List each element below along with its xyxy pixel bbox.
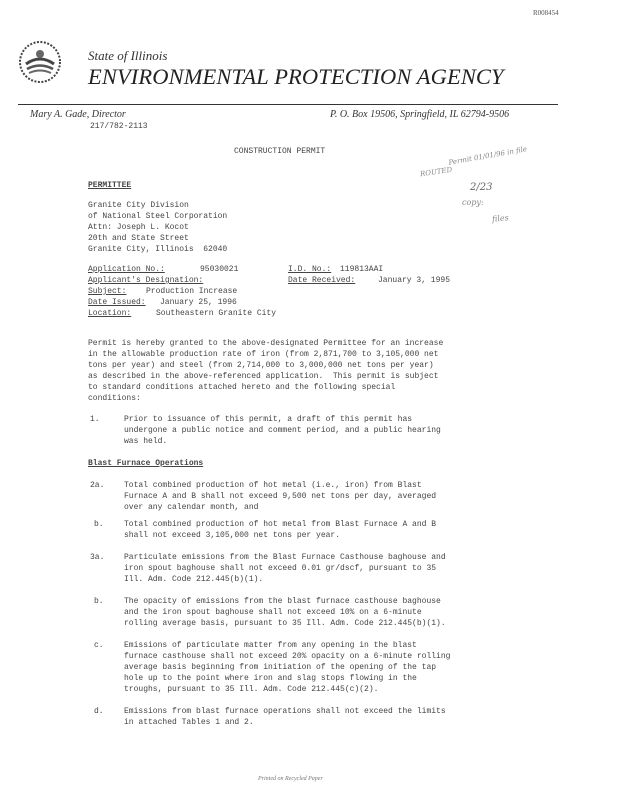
handwritten-note-3: 2/23 (470, 182, 493, 193)
id-no-label: I.D. No.: (288, 265, 332, 274)
permittee-line: Granite City, Illinois 62040 (88, 245, 228, 254)
condition-line: average basis beginning from initiation of the opening of the tap (124, 663, 437, 672)
permittee-line: 20th and State Street (88, 234, 189, 243)
condition-line: troughs, pursuant to 35 Ill. Adm. Code 212.445(c)(2). (124, 685, 379, 694)
intro-paragraph (88, 338, 443, 404)
condition-line: in attached Tables 1 and 2. (124, 718, 254, 727)
condition-line: Total combined production of hot metal (i.e., iron) from Blast (124, 481, 422, 490)
document-id: R008454 (533, 9, 559, 17)
section-heading: Blast Furnace Operations (88, 459, 204, 468)
application-no: 95030021 (200, 265, 239, 274)
condition-line: was held. (124, 437, 168, 446)
director-name: Mary A. Gade, Director (30, 109, 126, 120)
illinois-seal-logo (18, 40, 62, 84)
condition-1-text (124, 414, 441, 447)
permittee-label: PERMITTEE (88, 181, 132, 190)
date-issued-label: Date Issued: (88, 298, 146, 307)
intro-line: in the allowable production rate of iron (from 2,871,700 to 3,105,000 net (88, 350, 439, 359)
condition-line: hole up to the point where iron and slag stops flowing in the (124, 674, 417, 683)
state-of-illinois: State of Illinois (88, 48, 168, 63)
date-issued: January 25, 1996 (160, 298, 237, 307)
condition-line: Total combined production of hot metal from Blast Furnace A and B (124, 520, 437, 529)
condition-number: b. (94, 520, 104, 529)
condition-number: c. (94, 641, 104, 650)
condition-line: shall not exceed 3,105,000 net tons per year. (124, 531, 341, 540)
agency-address: P. O. Box 19506, Springfield, IL 62794-9506 (330, 109, 510, 120)
agency-name: ENVIRONMENTAL PROTECTION AGENCY (88, 64, 504, 89)
permittee-address (88, 200, 227, 255)
condition-line: Ill. Adm. Code 212.445(b)(1). (124, 575, 264, 584)
condition-line: Prior to issuance of this permit, a draft of this permit has (124, 415, 413, 424)
condition-text (124, 706, 446, 728)
applicant-designation-label: Applicant's Designation: (88, 276, 204, 285)
subject: Production Increase (146, 287, 238, 296)
condition-text (124, 480, 436, 513)
condition-text (124, 596, 446, 629)
condition-line: Furnace A and B shall not exceed 9,500 net tons per day, averaged (124, 492, 437, 501)
permittee-line: Attn: Joseph L. Kocot (88, 223, 189, 232)
permit-fields (88, 264, 568, 324)
condition-line: Emissions from blast furnace operations shall not exceed the limits (124, 707, 446, 716)
intro-line: to standard conditions attached hereto and the following special (88, 383, 396, 392)
handwritten-note-5: files (491, 213, 510, 224)
date-received-label: Date Received: (288, 276, 356, 285)
permittee-line: Granite City Division (88, 201, 189, 210)
id-no: 119813AAI (340, 265, 384, 274)
handwritten-note-4: copy: (462, 198, 484, 207)
condition-number: d. (94, 707, 104, 716)
intro-line: tons per year) and steel (from 2,714,000 to 3,000,000 net tons per year) (88, 361, 434, 370)
permittee-line: of National Steel Corporation (88, 212, 228, 221)
footer-recycled: Printed on Recycled Paper (258, 776, 323, 782)
intro-line: conditions: (88, 394, 141, 403)
condition-number: 3a. (90, 553, 105, 562)
condition-line: rolling average basis, pursuant to 35 Ill. Adm. Code 212.445(b)(1). (124, 619, 446, 628)
document-title: CONSTRUCTION PERMIT (234, 147, 326, 156)
condition-line: and the iron spout baghouse shall not exceed 10% on a 6-minute (124, 608, 422, 617)
letterhead-rule (18, 104, 558, 105)
condition-text (124, 640, 450, 695)
date-received: January 3, 1995 (378, 276, 451, 285)
condition-line: undergone a public notice and comment period, and a public hearing (124, 426, 441, 435)
condition-line: iron spout baghouse shall not exceed 0.01 gr/dscf, pursuant to 35 (124, 564, 437, 573)
agency-phone: 217/782-2113 (90, 122, 148, 131)
handwritten-note-2: ROUTED (419, 165, 453, 179)
condition-1-number: 1. (90, 415, 100, 424)
condition-line: Emissions of particulate matter from any opening in the blast (124, 641, 417, 650)
intro-line: as described in the above-referenced application. This permit is subject (88, 372, 439, 381)
condition-number: 2a. (90, 481, 105, 490)
condition-line: over any calendar month, and (124, 503, 259, 512)
subject-label: Subject: (88, 287, 127, 296)
condition-line: furnace casthouse shall not exceed 20% opacity on a 6-minute rolling (124, 652, 451, 661)
condition-line: Particulate emissions from the Blast Furnace Casthouse baghouse and (124, 553, 446, 562)
condition-text (124, 552, 446, 585)
application-no-label: Application No.: (88, 265, 165, 274)
condition-number: b. (94, 597, 104, 606)
intro-line: Permit is hereby granted to the above-designated Permittee for an increase (88, 339, 444, 348)
location-label: Location: (88, 309, 132, 318)
location: Southeastern Granite City (156, 309, 277, 318)
condition-text (124, 519, 436, 541)
condition-line: The opacity of emissions from the blast furnace casthouse baghouse (124, 597, 441, 606)
handwritten-note-1: Permit 01/01/96 in file (447, 145, 528, 167)
